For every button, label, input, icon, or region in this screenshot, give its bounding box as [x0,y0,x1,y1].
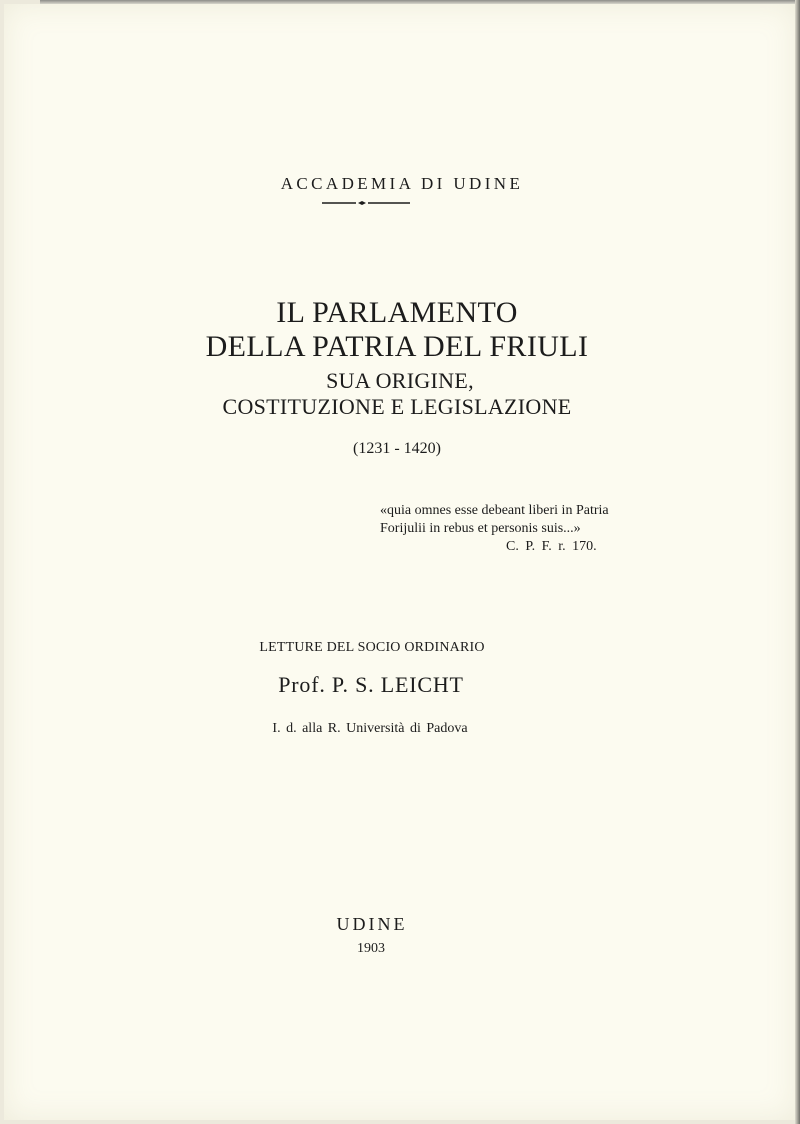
lecture-label: LETTURE DEL SOCIO ORDINARIO [259,640,485,655]
epigraph-line-1: «quia omnes esse debeant liberi in Patria [380,503,609,518]
author-name: Prof. P. S. LEICHT [278,672,464,697]
academy-heading: ACCADEMIA DI UDINE [280,174,524,193]
subtitle-line-1: SUA ORIGINE, [326,368,474,393]
author-affiliation: I. d. alla R. Università di Padova [272,721,468,736]
epigraph-line-2: Forijulii in rebus et personis suis...» [380,521,581,536]
title-line-1: IL PARLAMENTO [276,296,518,329]
date-range: (1231 - 1420) [353,440,441,457]
imprint-year: 1903 [357,941,385,956]
page-top-edge [40,0,800,4]
page-right-edge [795,0,800,1124]
subtitle-line-2: COSTITUZIONE E LEGISLAZIONE [222,394,572,419]
imprint-city: UDINE [336,914,408,934]
title-line-2: DELLA PATRIA DEL FRIULI [205,330,589,363]
dash-ornament-icon [322,198,410,208]
epigraph [380,502,609,556]
epigraph-reference: C. P. F. r. 170. [506,539,597,554]
